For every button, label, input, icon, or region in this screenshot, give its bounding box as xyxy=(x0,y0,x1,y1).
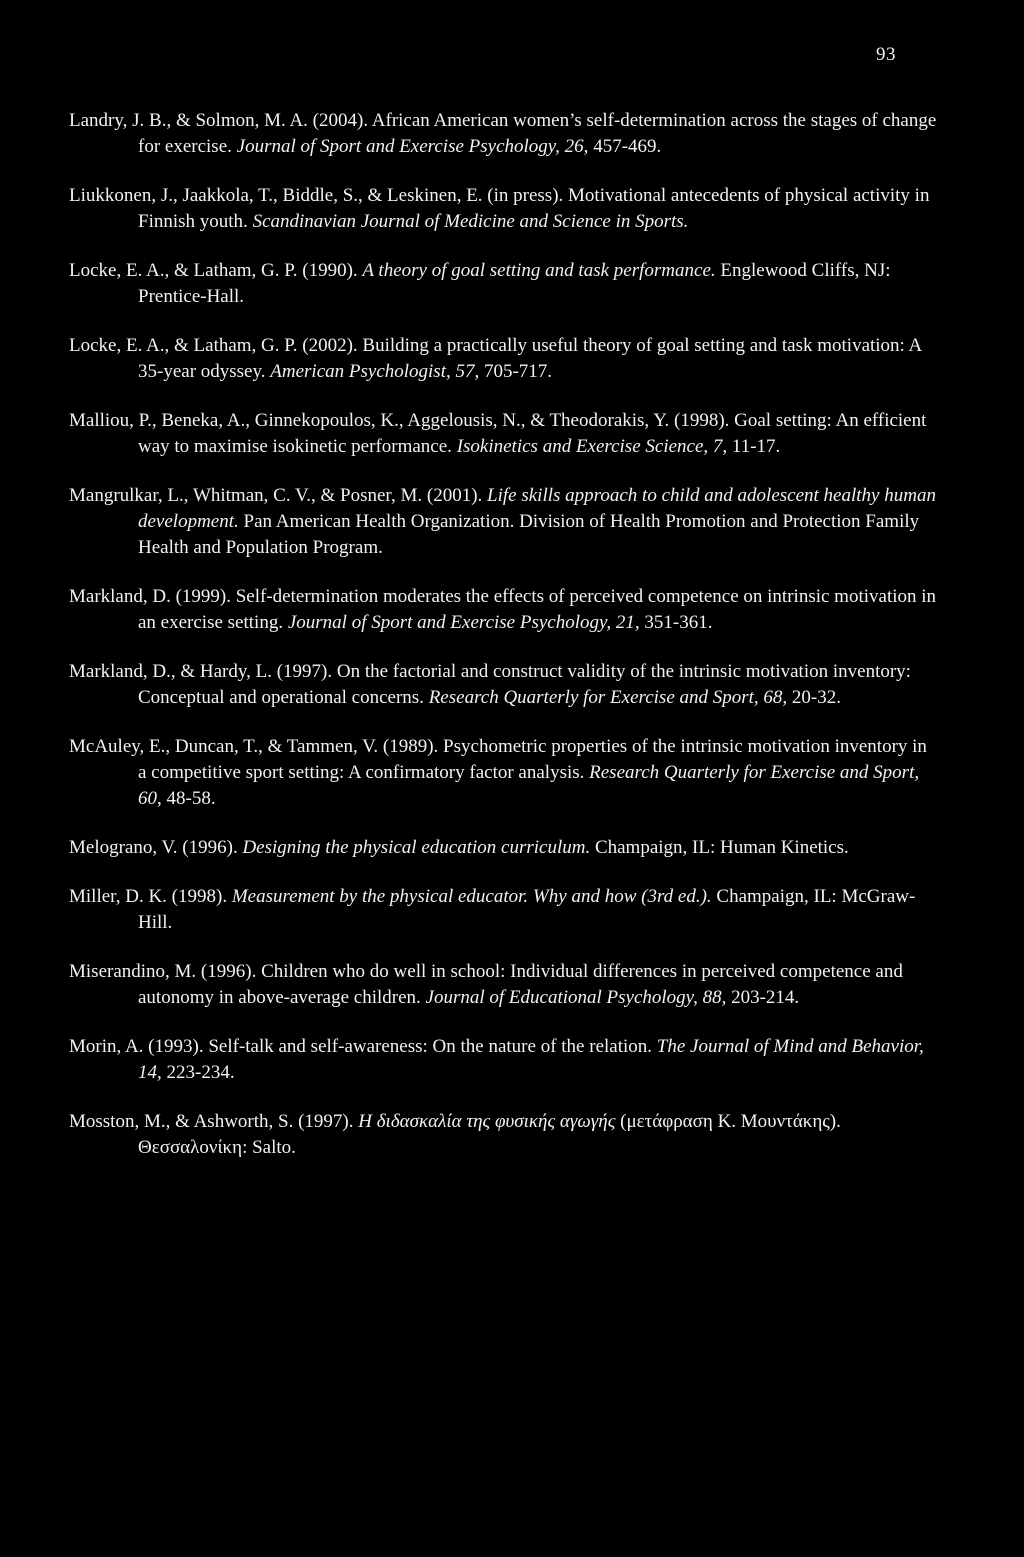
reference-entry xyxy=(69,333,939,385)
reference-text: Miserandino, M. (1996). Children who do well in school: Individual differences in perceived competence and autonomy in above-average children. xyxy=(69,961,903,1008)
reference-text-after: 223-234. xyxy=(161,1062,235,1083)
reference-entry xyxy=(69,1109,939,1161)
reference-source-italic: Research Quarterly for Exercise and Sport, 68, xyxy=(428,687,788,708)
reference-text: Melograno, V. (1996). xyxy=(69,837,243,858)
reference-source-italic: Journal of Sport and Exercise Psychology, 26, xyxy=(236,136,589,157)
reference-text-after: Pan American Health Organization. Division of Health Promotion and Protection Family Health and Population Program. xyxy=(138,511,920,558)
reference-entry xyxy=(69,584,939,636)
reference-entry xyxy=(69,258,939,310)
reference-source-italic: A theory of goal setting and task performance. xyxy=(362,260,716,281)
reference-entry xyxy=(69,734,939,812)
reference-entry xyxy=(69,884,939,936)
reference-source-italic: Journal of Educational Psychology, 88, xyxy=(425,987,727,1008)
reference-text: McAuley, E., Duncan, T., & Tammen, V. (1989). Psychometric properties of the intrinsic motivation inventory in a competitive sport setting: A confirmatory factor analysis. xyxy=(69,736,927,783)
reference-text: Locke, E. A., & Latham, G. P. (1990). xyxy=(69,260,363,281)
reference-text-after: 705-717. xyxy=(479,361,553,382)
reference-source-italic: Life skills approach to child and adolescent healthy human development. xyxy=(138,485,936,532)
reference-entry xyxy=(69,483,939,561)
reference-text-after: 203-214. xyxy=(726,987,800,1008)
reference-entry xyxy=(69,659,939,711)
reference-entry xyxy=(69,1034,939,1086)
page-number: 93 xyxy=(876,44,896,65)
reference-entry xyxy=(69,408,939,460)
reference-list xyxy=(69,108,939,1184)
reference-source-italic: Isokinetics and Exercise Science, 7, xyxy=(456,436,728,457)
reference-text: Liukkonen, J., Jaakkola, T., Biddle, S., & Leskinen, E. (in press). Motivational antecedents of physical activity in Finnish youth. xyxy=(69,185,930,232)
reference-source-italic: Measurement by the physical educator. Why and how (3rd ed.). xyxy=(231,886,712,907)
reference-source-italic: Research Quarterly for Exercise and Sport, 60, xyxy=(138,762,920,809)
reference-text-after: 20-32. xyxy=(787,687,841,708)
reference-source-italic: Designing the physical education curriculum. xyxy=(242,837,591,858)
reference-text: Markland, D. (1999). Self-determination moderates the effects of perceived competence on intrinsic motivation in an exercise setting. xyxy=(69,586,937,633)
reference-text-after: 457-469. xyxy=(588,136,662,157)
reference-text-after: 351-361. xyxy=(639,612,713,633)
reference-source-italic: Scandinavian Journal of Medicine and Science in Sports. xyxy=(252,211,689,232)
reference-text: Landry, J. B., & Solmon, M. A. (2004). African American women’s self-determination across the stages of change for exercise. xyxy=(69,110,937,157)
reference-text-after: Champaign, IL: Human Kinetics. xyxy=(590,837,849,858)
reference-entry xyxy=(69,959,939,1011)
reference-entry xyxy=(69,835,939,861)
reference-source-italic: American Psychologist, 57, xyxy=(270,361,480,382)
reference-text: Mosston, M., & Ashworth, S. (1997). xyxy=(69,1111,359,1132)
reference-entry xyxy=(69,183,939,235)
reference-text: Malliou, P., Beneka, A., Ginnekopoulos, K., Aggelousis, N., & Theodorakis, Y. (1998). Goal setting: An efficient way to maximise isokinetic performance. xyxy=(69,410,927,457)
reference-text-after: (μετάφραση Κ. Μουντάκης). Θεσσαλονίκη: Salto. xyxy=(138,1111,841,1158)
reference-text: Miller, D. K. (1998). xyxy=(69,886,232,907)
reference-text: Locke, E. A., & Latham, G. P. (2002). Building a practically useful theory of goal setting and task motivation: A 35-year odyssey. xyxy=(69,335,922,382)
reference-entry xyxy=(69,108,939,160)
reference-text: Morin, A. (1993). Self-talk and self-awareness: On the nature of the relation. xyxy=(69,1036,657,1057)
reference-source-italic: Η διδασκαλία της φυσικής αγωγής xyxy=(358,1111,616,1132)
reference-source-italic: The Journal of Mind and Behavior, 14, xyxy=(138,1036,924,1083)
reference-source-italic: Journal of Sport and Exercise Psychology, 21, xyxy=(287,612,640,633)
reference-text-after: 48-58. xyxy=(161,788,216,809)
reference-text-after: Englewood Cliffs, NJ: Prentice-Hall. xyxy=(138,260,891,307)
reference-text-after: 11-17. xyxy=(727,436,781,457)
reference-text-after: Champaign, IL: McGraw-Hill. xyxy=(138,886,916,933)
reference-text: Mangrulkar, L., Whitman, C. V., & Posner, M. (2001). xyxy=(69,485,488,506)
reference-text: Markland, D., & Hardy, L. (1997). On the factorial and construct validity of the intrinsic motivation inventory: Conceptual and operational concerns. xyxy=(69,661,911,708)
